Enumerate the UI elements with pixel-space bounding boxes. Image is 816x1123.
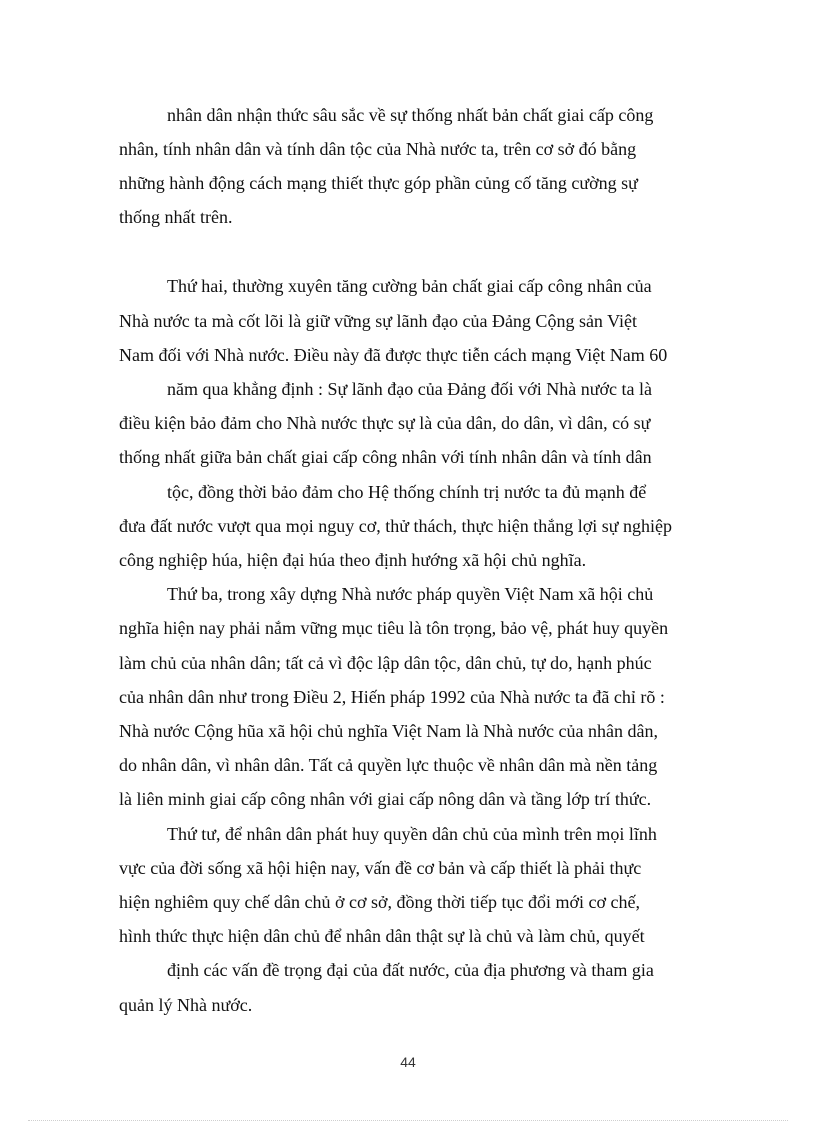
text-line: của nhân dân như trong Điều 2, Hiến pháp 1992 của Nhà nước ta đã chỉ rõ : xyxy=(119,687,665,707)
text-line: đưa đất nước vượt qua mọi nguy cơ, thử thách, thực hiện thắng lợi sự nghiệp xyxy=(119,516,673,536)
text-line: nghĩa hiện nay phải nắm vững mục tiêu là tôn trọng, bảo vệ, phát huy quyền xyxy=(119,618,669,638)
text-line: Thứ hai, thường xuyên tăng cường bản chất giai cấp công nhân của xyxy=(167,276,652,296)
text-line: năm qua khẳng định : Sự lãnh đạo của Đảng đối với Nhà nước ta là xyxy=(167,379,652,399)
text-line: thống nhất trên. xyxy=(119,207,233,227)
text-line: Thứ ba, trong xây dựng Nhà nước pháp quyền Việt Nam xã hội chủ xyxy=(167,584,654,604)
text-line: là liên minh giai cấp công nhân với giai cấp nông dân và tầng lớp trí thức. xyxy=(119,789,652,809)
text-line: tộc, đồng thời bảo đảm cho Hệ thống chính trị nước ta đủ mạnh để xyxy=(167,482,647,502)
page-number: 44 xyxy=(400,1054,416,1070)
text-line: làm chủ của nhân dân; tất cả vì độc lập dân tộc, dân chủ, tự do, hạnh phúc xyxy=(119,653,652,673)
text-line: công nghiệp húa, hiện đại húa theo định hướng xã hội chủ nghĩa. xyxy=(119,550,587,570)
text-line: hình thức thực hiện dân chủ để nhân dân thật sự là chủ và làm chủ, quyết xyxy=(119,926,645,946)
text-line: nhân dân nhận thức sâu sắc về sự thống nhất bản chất giai cấp công xyxy=(167,105,654,125)
text-line: Nam đối với Nhà nước. Điều này đã được thực tiễn cách mạng Việt Nam 60 xyxy=(119,345,668,365)
text-line: những hành động cách mạng thiết thực góp phần củng cố tăng cường sự xyxy=(119,173,638,193)
text-line: Nhà nước ta mà cốt lõi là giữ vững sự lãnh đạo của Đảng Cộng sản Việt xyxy=(119,311,638,331)
text-line: hiện nghiêm quy chế dân chủ ở cơ sở, đồng thời tiếp tục đổi mới cơ chế, xyxy=(119,892,640,912)
text-line: nhân, tính nhân dân và tính dân tộc của Nhà nước ta, trên cơ sở đó bằng xyxy=(119,139,637,159)
text-line: định các vấn đề trọng đại của đất nước, của địa phương và tham gia xyxy=(167,960,654,980)
text-line: Nhà nước Cộng hũa xã hội chủ nghĩa Việt Nam là Nhà nước của nhân dân, xyxy=(119,721,658,741)
text-line: quản lý Nhà nước. xyxy=(119,995,253,1015)
page-bottom-divider xyxy=(28,1120,788,1121)
text-line: thống nhất giữa bản chất giai cấp công nhân với tính nhân dân và tính dân xyxy=(119,447,652,467)
text-line: điều kiện bảo đảm cho Nhà nước thực sự là của dân, do dân, vì dân, có sự xyxy=(119,413,651,433)
text-line: do nhân dân, vì nhân dân. Tất cả quyền lực thuộc về nhân dân mà nền tảng xyxy=(119,755,658,775)
text-line: vực của đời sống xã hội hiện nay, vấn đề cơ bản và cấp thiết là phải thực xyxy=(119,858,642,878)
text-line: Thứ tư, để nhân dân phát huy quyền dân chủ của mình trên mọi lĩnh xyxy=(167,824,657,844)
